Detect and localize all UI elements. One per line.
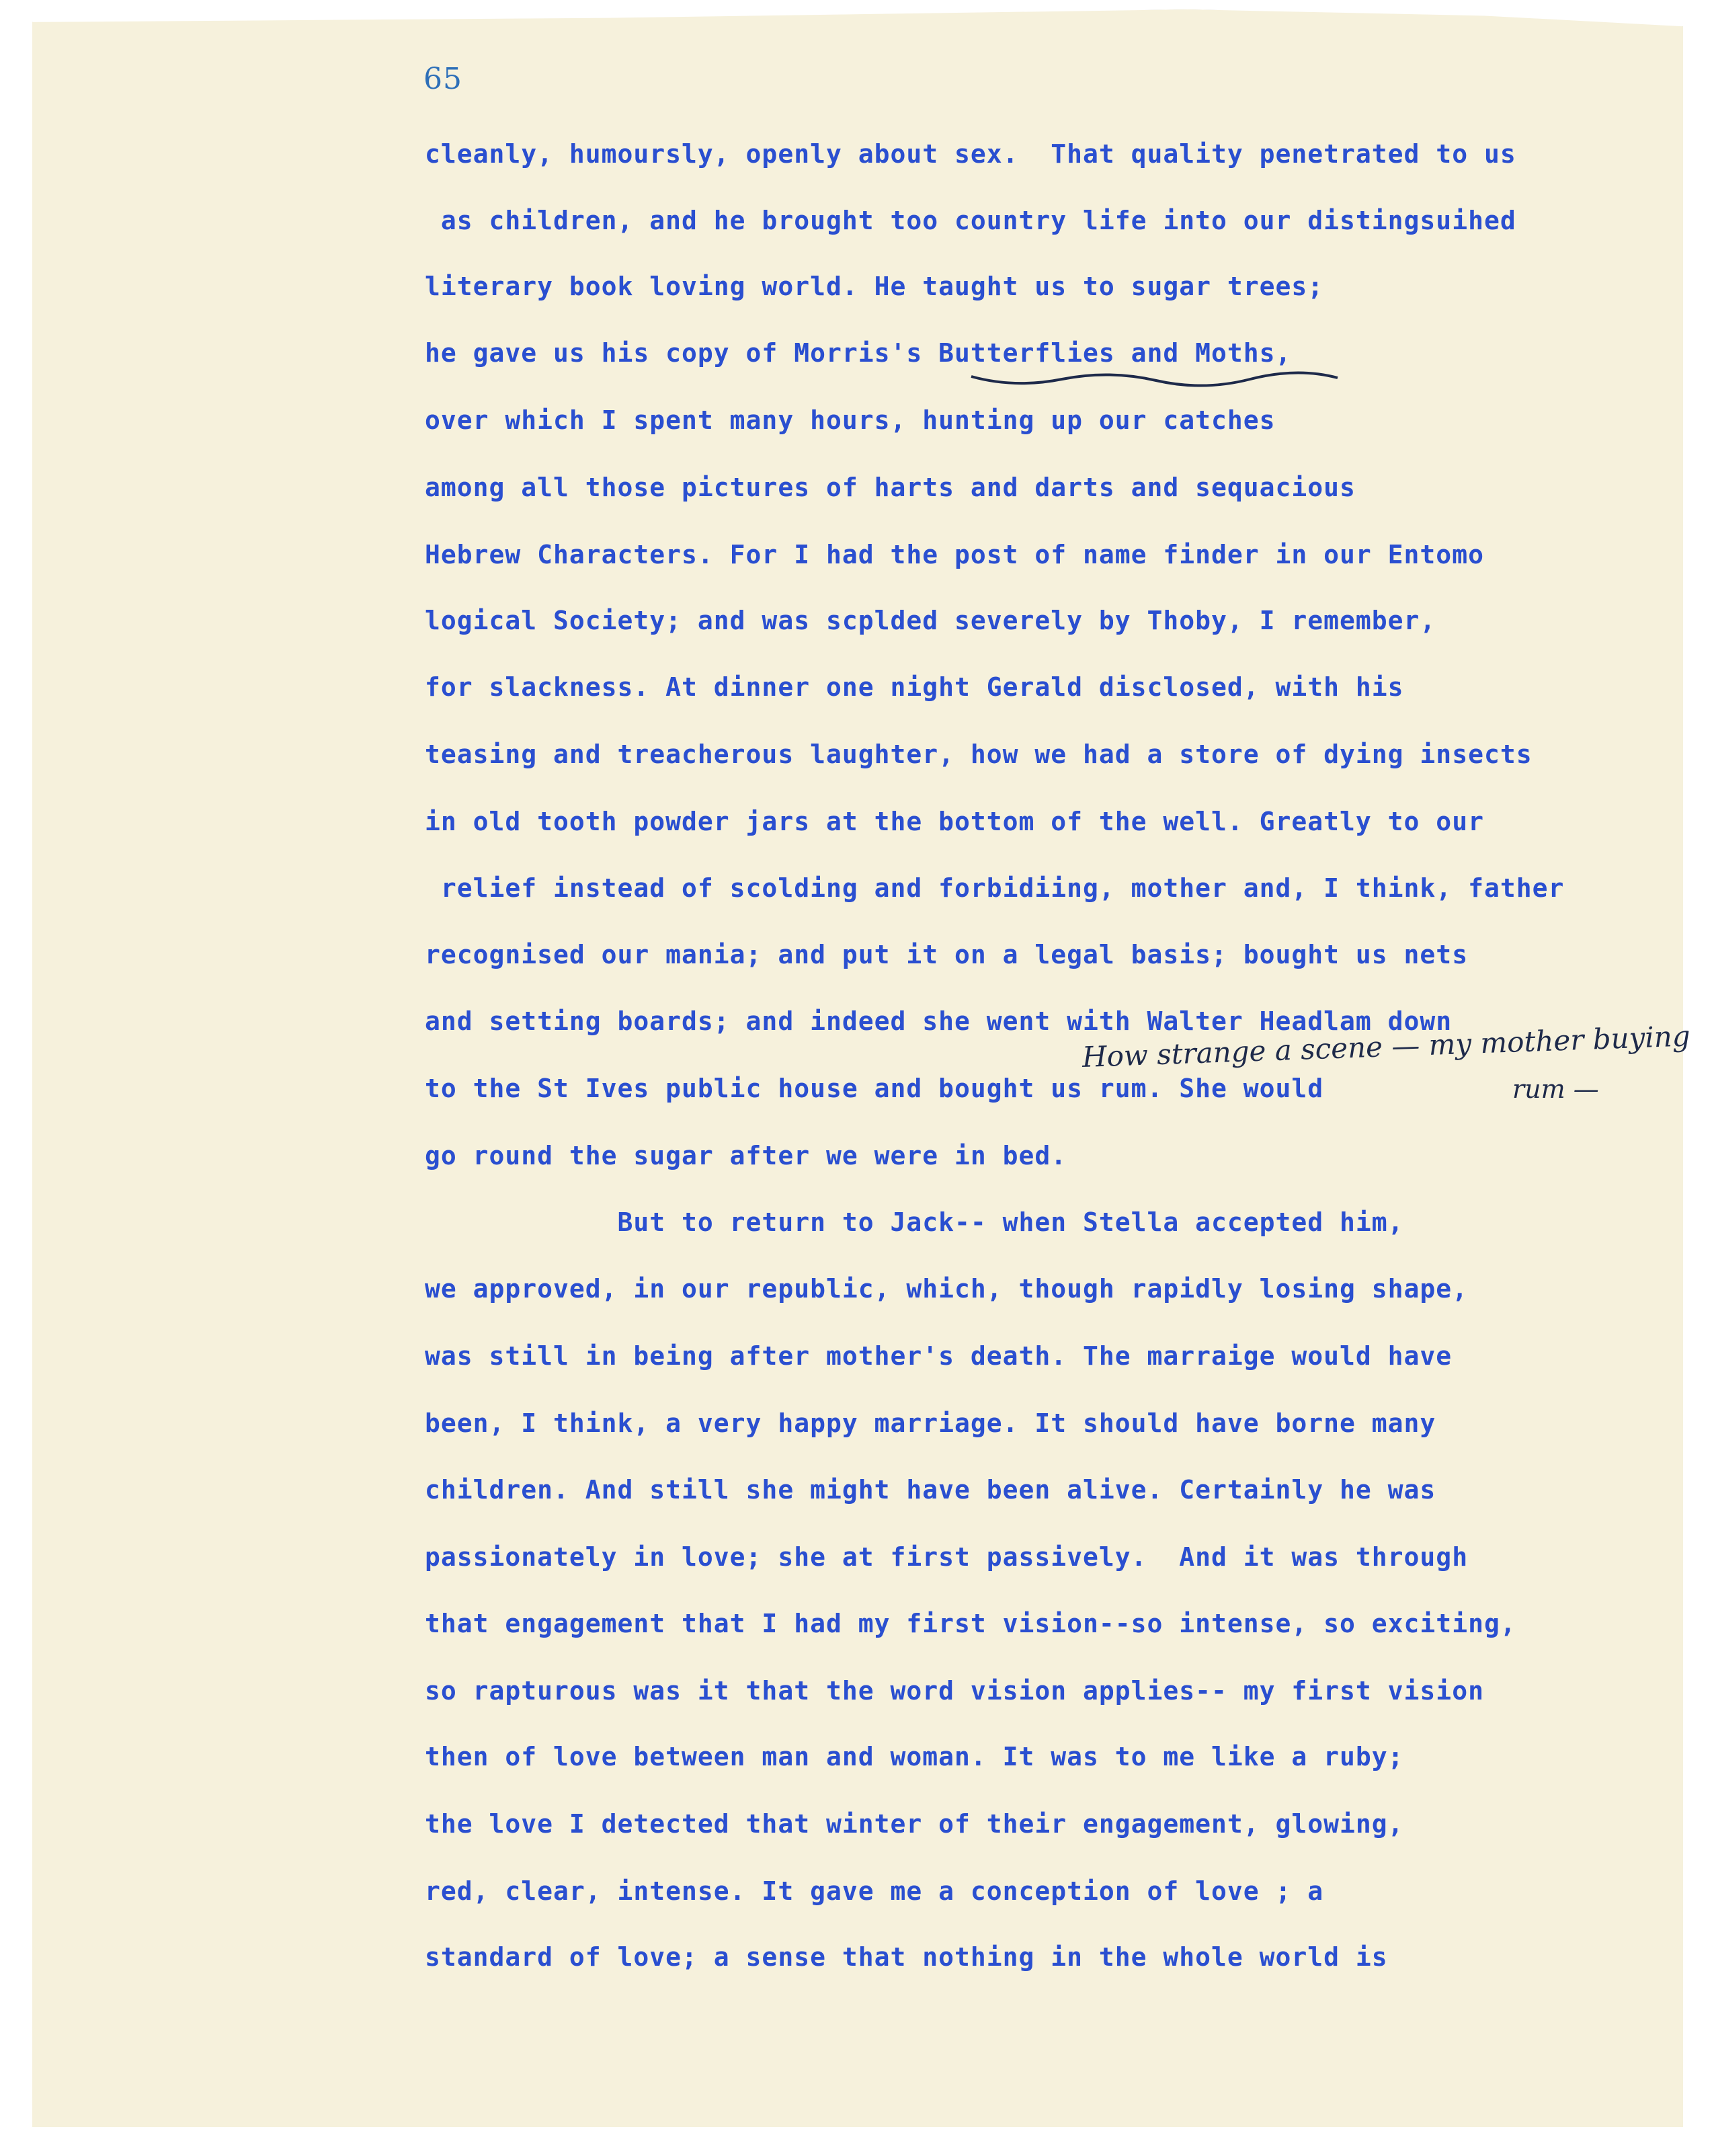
text-line-22: passionately in love; she at first passively. And it was through bbox=[425, 1542, 1469, 1572]
text-line-17: But to return to Jack-- when Stella accepted him, bbox=[425, 1207, 1404, 1237]
text-line-11: in old tooth powder jars at the bottom of the well. Greatly to our bbox=[425, 807, 1484, 836]
text-line-15: to the St Ives public house and bought us rum. She would bbox=[425, 1074, 1324, 1103]
text-line-19: was still in being after mother's death. The marraige would have bbox=[425, 1341, 1453, 1371]
title-underline-mark bbox=[968, 368, 1344, 395]
text-line-16: go round the sugar after we were in bed. bbox=[425, 1141, 1067, 1170]
text-line-02: as children, and he brought too country life into our distingsuihed bbox=[425, 206, 1516, 235]
text-line-13: recognised our mania; and put it on a legal basis; bought us nets bbox=[425, 940, 1469, 969]
text-line-18: we approved, in our republic, which, though rapidly losing shape, bbox=[425, 1274, 1469, 1304]
text-line-26: the love I detected that winter of their engagement, glowing, bbox=[425, 1809, 1404, 1839]
text-line-27: red, clear, intense. It gave me a conception of love ; a bbox=[425, 1876, 1324, 1906]
handwritten-annotation-continuation: rum — bbox=[1512, 1074, 1599, 1104]
text-line-14: and setting boards; and indeed she went with Walter Headlam down bbox=[425, 1006, 1453, 1036]
text-line-21: children. And still she might have been alive. Certainly he was bbox=[425, 1475, 1436, 1505]
page-number: 65 bbox=[423, 62, 462, 96]
text-line-20: been, I think, a very happy marriage. It should have borne many bbox=[425, 1408, 1436, 1438]
text-line-08: logical Society; and was scplded severely by Thoby, I remember, bbox=[425, 606, 1436, 635]
text-line-07: Hebrew Characters. For I had the post of name finder in our Entomo bbox=[425, 540, 1484, 569]
handwritten-annotation: How strange a scene — my mother buying bbox=[1082, 1019, 1691, 1074]
text-line-24: so rapturous was it that the word vision applies-- my first vision bbox=[425, 1676, 1484, 1706]
text-line-10: teasing and treacherous laughter, how we had a store of dying insects bbox=[425, 740, 1533, 769]
text-line-09: for slackness. At dinner one night Gerald disclosed, with his bbox=[425, 672, 1404, 702]
text-line-04: he gave us his copy of Morris's Butterflies and Moths, bbox=[425, 338, 1292, 368]
text-line-06: among all those pictures of harts and darts and sequacious bbox=[425, 473, 1356, 502]
text-line-28: standard of love; a sense that nothing in the whole world is bbox=[425, 1942, 1388, 1972]
text-line-25: then of love between man and woman. It was to me like a ruby; bbox=[425, 1742, 1404, 1771]
text-line-03: literary book loving world. He taught us to sugar trees; bbox=[425, 272, 1324, 301]
text-line-12: relief instead of scolding and forbidiing, mother and, I think, father bbox=[425, 873, 1565, 903]
text-line-05: over which I spent many hours, hunting up our catches bbox=[425, 405, 1276, 435]
text-line-01: cleanly, humoursly, openly about sex. That quality penetrated to us bbox=[425, 139, 1516, 169]
text-line-23: that engagement that I had my first vision--so intense, so exciting, bbox=[425, 1609, 1516, 1638]
